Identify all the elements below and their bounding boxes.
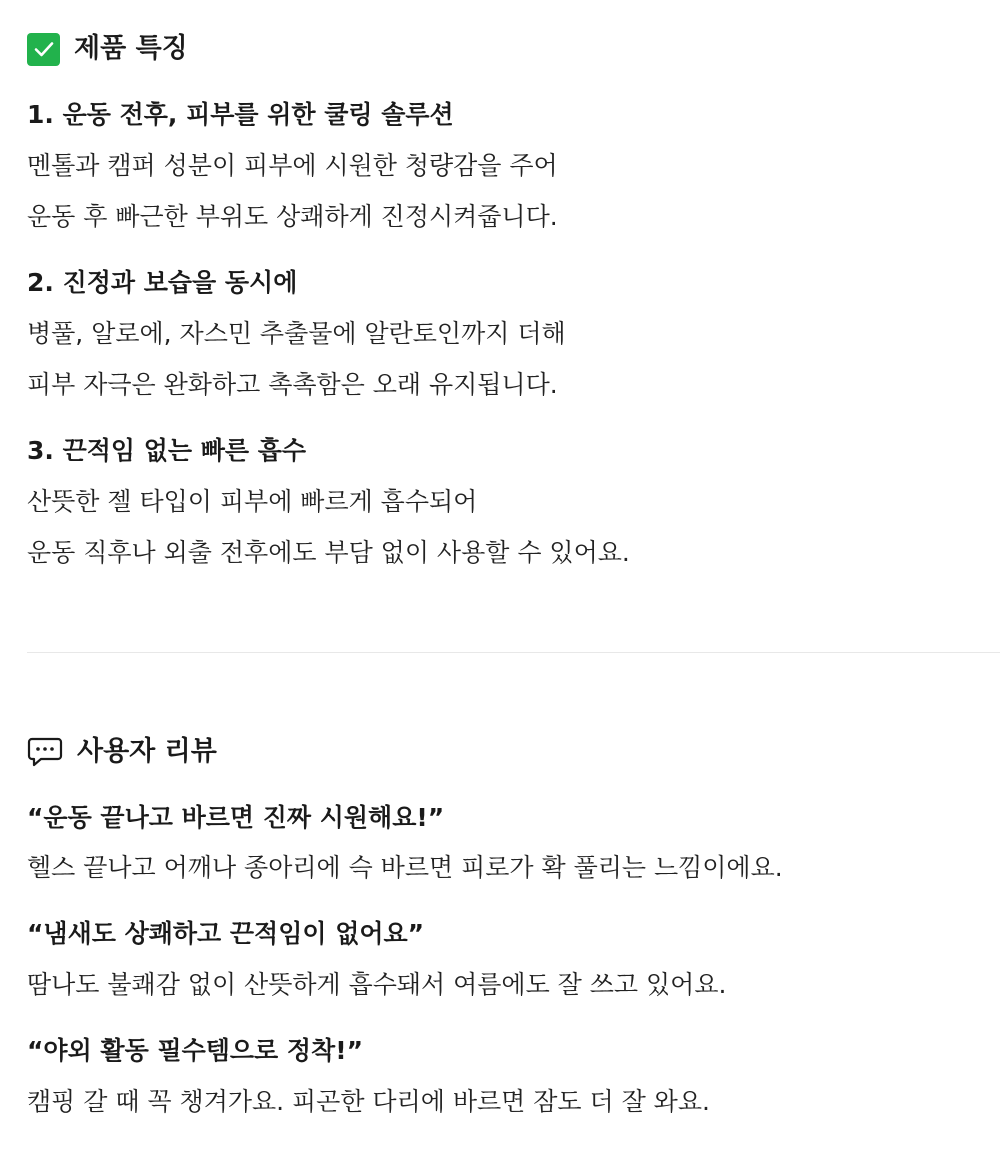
feature-title-3: 3. 끈적임 없는 빠른 흡수 [27,436,307,465]
speech-bubble-icon [27,735,63,769]
feature-line: 운동 직후나 외출 전후에도 부담 없이 사용할 수 있어요. [27,538,630,567]
section-divider [27,652,1000,653]
features-heading-text: 제품 특징 [74,33,188,64]
feature-line: 운동 후 빠근한 부위도 상쾌하게 진정시켜줍니다. [27,202,558,231]
reviews-heading [27,735,217,769]
feature-line: 멘톨과 캠퍼 성분이 피부에 시원한 청량감을 주어 [27,151,558,180]
check-mark-icon [27,33,60,66]
feature-line: 피부 자극은 완화하고 촉촉함은 오래 유지됩니다. [27,370,558,399]
features-heading [27,32,188,66]
feature-line: 병풀, 알로에, 자스민 추출물에 알란토인까지 더해 [27,319,566,348]
feature-line: 산뜻한 젤 타입이 피부에 빠르게 흡수되어 [27,487,478,516]
page [27,0,1000,1168]
review-title-2: “냄새도 상쾌하고 끈적임이 없어요” [27,919,425,948]
feature-title-2: 2. 진정과 보습을 동시에 [27,268,298,297]
review-text-2: 땀나도 불쾌감 없이 산뜻하게 흡수돼서 여름에도 잘 쓰고 있어요. [27,970,727,999]
review-text-3: 캠핑 갈 때 꼭 챙겨가요. 피곤한 다리에 바르면 잠도 더 잘 와요. [27,1087,710,1116]
review-title-3: “야외 활동 필수템으로 정착!” [27,1036,364,1065]
review-text-1: 헬스 끝나고 어깨나 종아리에 슥 바르면 피로가 확 풀리는 느낌이에요. [27,853,783,882]
review-title-1: “운동 끝나고 바르면 진짜 시원해요!” [27,803,445,832]
feature-title-1: 1. 운동 전후, 피부를 위한 쿨링 솔루션 [27,100,454,129]
reviews-heading-text: 사용자 리뷰 [77,736,217,767]
